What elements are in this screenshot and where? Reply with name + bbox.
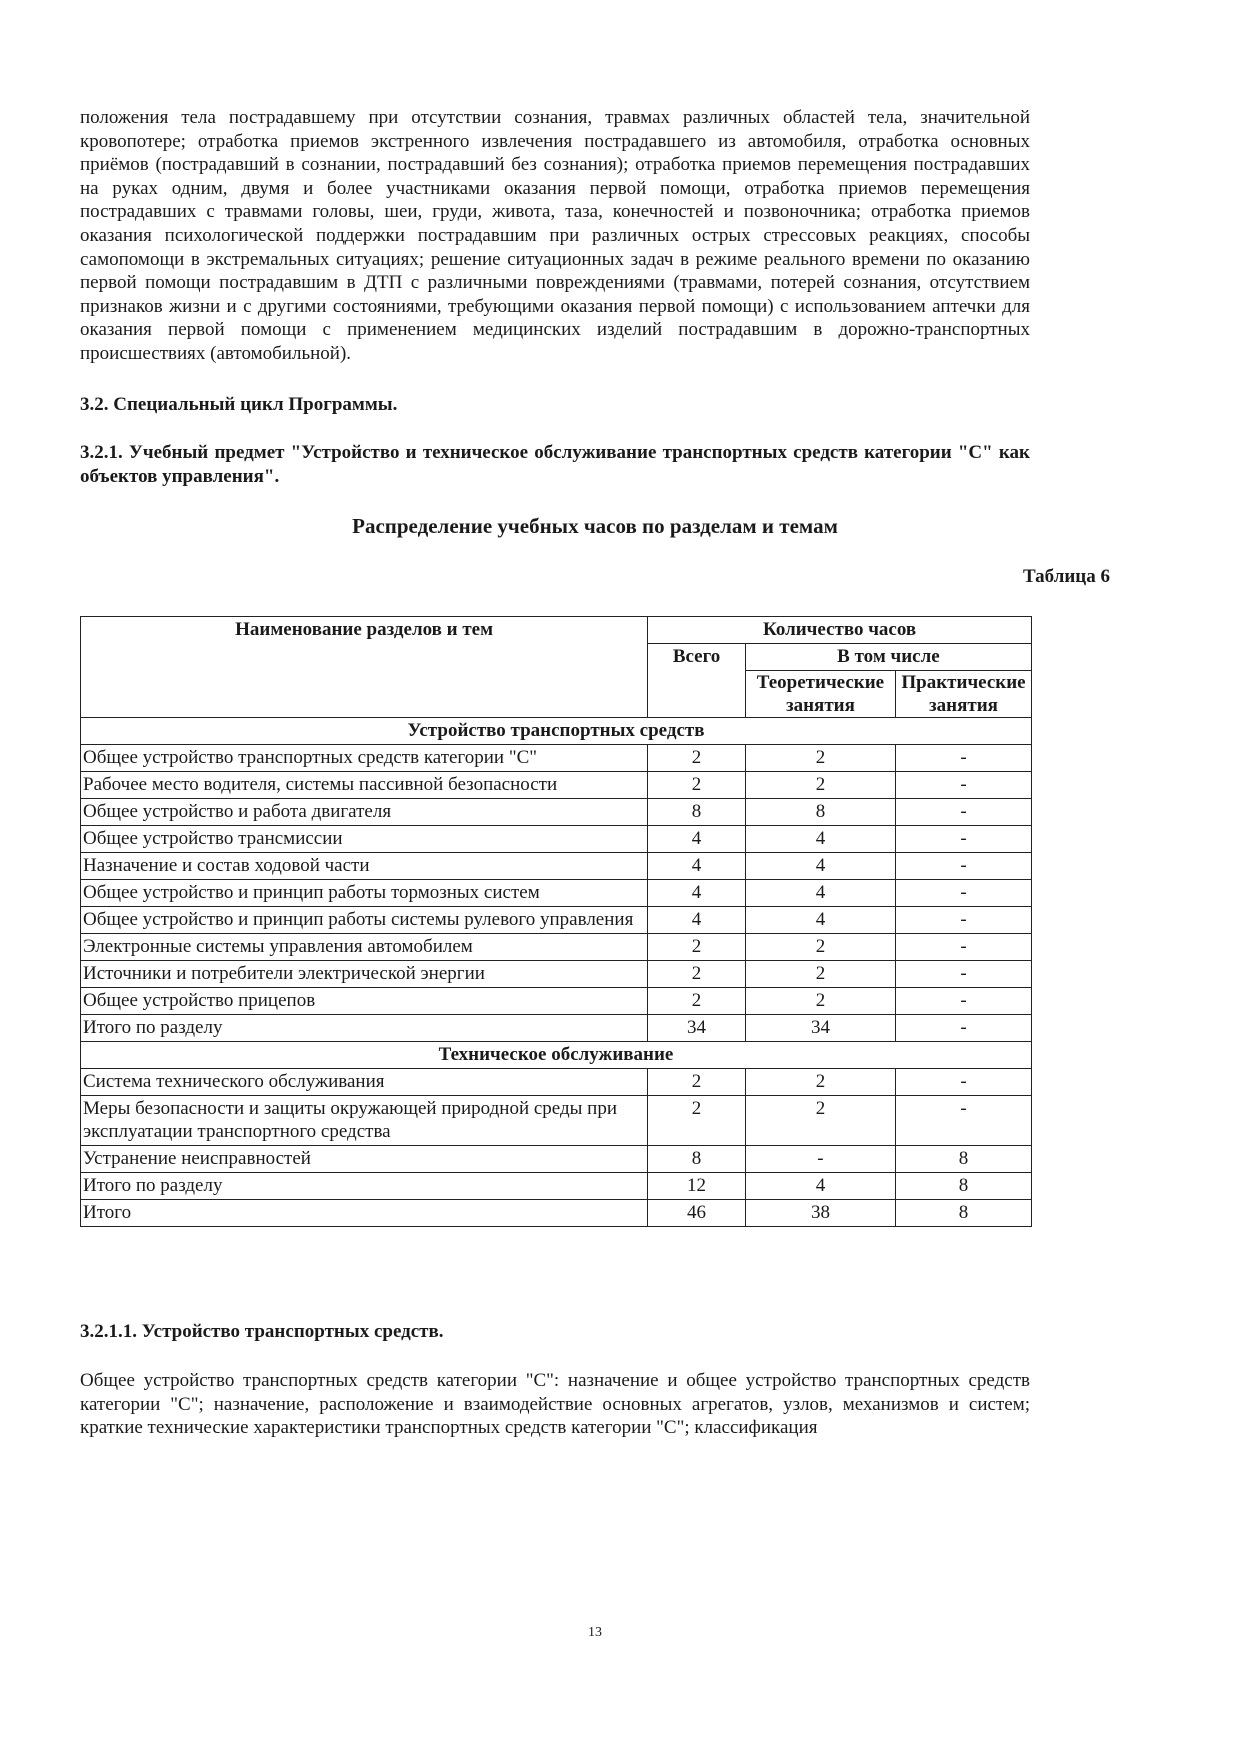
row-theory: - — [745, 1146, 895, 1173]
row-total: 2 — [648, 1069, 746, 1096]
row-theory: 4 — [745, 853, 895, 880]
row-total: 4 — [648, 826, 746, 853]
row-practice: - — [895, 1069, 1031, 1096]
row-name: Итого — [81, 1200, 648, 1227]
row-name: Электронные системы управления автомобилем — [81, 934, 648, 961]
page-number: 13 — [588, 1625, 602, 1640]
table-row — [81, 1146, 1032, 1173]
row-theory: 4 — [745, 1173, 895, 1200]
row-practice: - — [895, 772, 1031, 799]
row-theory: 8 — [745, 799, 895, 826]
row-total: 4 — [648, 853, 746, 880]
row-name: Общее устройство и принцип работы тормозных систем — [81, 880, 648, 907]
header-practice: Практические занятия — [895, 671, 1031, 718]
row-practice: - — [895, 799, 1031, 826]
table-row — [81, 988, 1032, 1015]
row-theory: 34 — [745, 1015, 895, 1042]
row-theory: 4 — [745, 907, 895, 934]
section-row — [81, 1042, 1032, 1069]
section-title: Техническое обслуживание — [81, 1042, 1032, 1069]
table-row — [81, 745, 1032, 772]
row-theory: 38 — [745, 1200, 895, 1227]
row-total: 2 — [648, 988, 746, 1015]
section-heading: 3.2. Специальный цикл Программы. — [80, 394, 398, 415]
table-row — [81, 826, 1032, 853]
row-theory: 4 — [745, 880, 895, 907]
row-practice: - — [895, 853, 1031, 880]
row-theory: 2 — [745, 1096, 895, 1146]
row-practice: - — [895, 934, 1031, 961]
row-name: Система технического обслуживания — [81, 1069, 648, 1096]
row-practice: - — [895, 880, 1031, 907]
grand-total-row — [81, 1200, 1032, 1227]
row-total: 8 — [648, 1146, 746, 1173]
row-total: 46 — [648, 1200, 746, 1227]
section-row — [81, 718, 1032, 745]
table-caption: Таблица 6 — [1022, 566, 1110, 587]
table-row — [81, 934, 1032, 961]
row-theory: 2 — [745, 988, 895, 1015]
header-total: Всего — [648, 644, 746, 718]
row-total: 2 — [648, 772, 746, 799]
row-name: Рабочее место водителя, системы пассивной безопасности — [81, 772, 648, 799]
subsection-heading: 3.2.1. Учебный предмет "Устройство и техническое обслуживание транспортных средств категории "С" как объектов управления". — [80, 442, 1030, 487]
row-theory: 2 — [745, 961, 895, 988]
row-name: Итого по разделу — [81, 1015, 648, 1042]
row-name: Общее устройство транспортных средств категории "С" — [81, 745, 648, 772]
row-theory: 2 — [745, 934, 895, 961]
row-practice: - — [895, 988, 1031, 1015]
closing-paragraph: Общее устройство транспортных средств категории "С": назначение и общее устройство транспортных средств категории "С"; назначение, расположение и взаимодействие основных агрегатов, узлов, механизмов и систем; краткие технические характеристики транспортных средств категории "С"; классификация — [80, 1370, 1030, 1439]
row-total: 2 — [648, 934, 746, 961]
row-practice: 8 — [895, 1173, 1031, 1200]
intro-paragraph: положения тела пострадавшему при отсутствии сознания, травмах различных областей тела, значительной кровопотере; отработка приемов экстренного извлечения пострадавшего из автомобиля, отработка основных приёмов (пострадавший в сознании, пострадавший без сознания); отработка приемов перемещения пострадавших на руках одним, двумя и более участниками оказания первой помощи, отработка приемов перемещения пострадавших с травмами головы, шеи, груди, живота, таза, конечностей и позвоночника; отработка приемов оказания психологической поддержки пострадавшим при различных острых стрессовых реакциях, способы самопомощи в экстремальных ситуациях; решение ситуационных задач в режиме реального времени по оказанию первой помощи пострадавшим в ДТП с различными повреждениями (травмами, потерей сознания, отсутствием признаков жизни и с другими состояниями, требующими оказания первой помощи) с использованием аптечки для оказания первой помощи с применением медицинских изделий пострадавшим в дорожно-транспортных происшествиях (автомобильной). — [80, 107, 1030, 364]
row-name: Назначение и состав ходовой части — [81, 853, 648, 880]
table-row — [81, 907, 1032, 934]
table-row — [81, 880, 1032, 907]
table-row — [81, 853, 1032, 880]
row-name: Меры безопасности и защиты окружающей природной среды при эксплуатации транспортного средства — [81, 1096, 648, 1146]
row-total: 2 — [648, 745, 746, 772]
row-name: Общее устройство прицепов — [81, 988, 648, 1015]
row-name: Источники и потребители электрической энергии — [81, 961, 648, 988]
row-practice: - — [895, 907, 1031, 934]
header-theory: Теоретические занятия — [745, 671, 895, 718]
row-total: 8 — [648, 799, 746, 826]
table-row — [81, 961, 1032, 988]
header-name: Наименование разделов и тем — [81, 617, 648, 718]
row-practice: - — [895, 745, 1031, 772]
table-row — [81, 1069, 1032, 1096]
row-name: Общее устройство и работа двигателя — [81, 799, 648, 826]
row-name: Общее устройство трансмиссии — [81, 826, 648, 853]
hours-distribution-table — [80, 616, 1032, 1227]
row-total: 4 — [648, 880, 746, 907]
row-practice: - — [895, 1096, 1031, 1146]
table-row — [81, 1096, 1032, 1146]
row-theory: 4 — [745, 826, 895, 853]
row-practice: - — [895, 826, 1031, 853]
subsubsection-heading: 3.2.1.1. Устройство транспортных средств. — [80, 1321, 444, 1342]
row-name: Итого по разделу — [81, 1173, 648, 1200]
row-name: Устранение неисправностей — [81, 1146, 648, 1173]
row-total: 2 — [648, 1096, 746, 1146]
table-row — [81, 799, 1032, 826]
header-including: В том числе — [745, 644, 1031, 671]
table-row — [81, 772, 1032, 799]
row-name: Общее устройство и принцип работы системы рулевого управления — [81, 907, 648, 934]
row-theory: 2 — [745, 772, 895, 799]
header-hours: Количество часов — [648, 617, 1032, 644]
row-practice: 8 — [895, 1200, 1031, 1227]
subtotal-row — [81, 1015, 1032, 1042]
row-total: 34 — [648, 1015, 746, 1042]
row-practice: 8 — [895, 1146, 1031, 1173]
section-title: Устройство транспортных средств — [81, 718, 1032, 745]
row-practice: - — [895, 1015, 1031, 1042]
row-total: 12 — [648, 1173, 746, 1200]
row-theory: 2 — [745, 1069, 895, 1096]
subtotal-row — [81, 1173, 1032, 1200]
row-total: 4 — [648, 907, 746, 934]
row-theory: 2 — [745, 745, 895, 772]
table-title: Распределение учебных часов по разделам и темам — [352, 514, 838, 538]
row-practice: - — [895, 961, 1031, 988]
row-total: 2 — [648, 961, 746, 988]
